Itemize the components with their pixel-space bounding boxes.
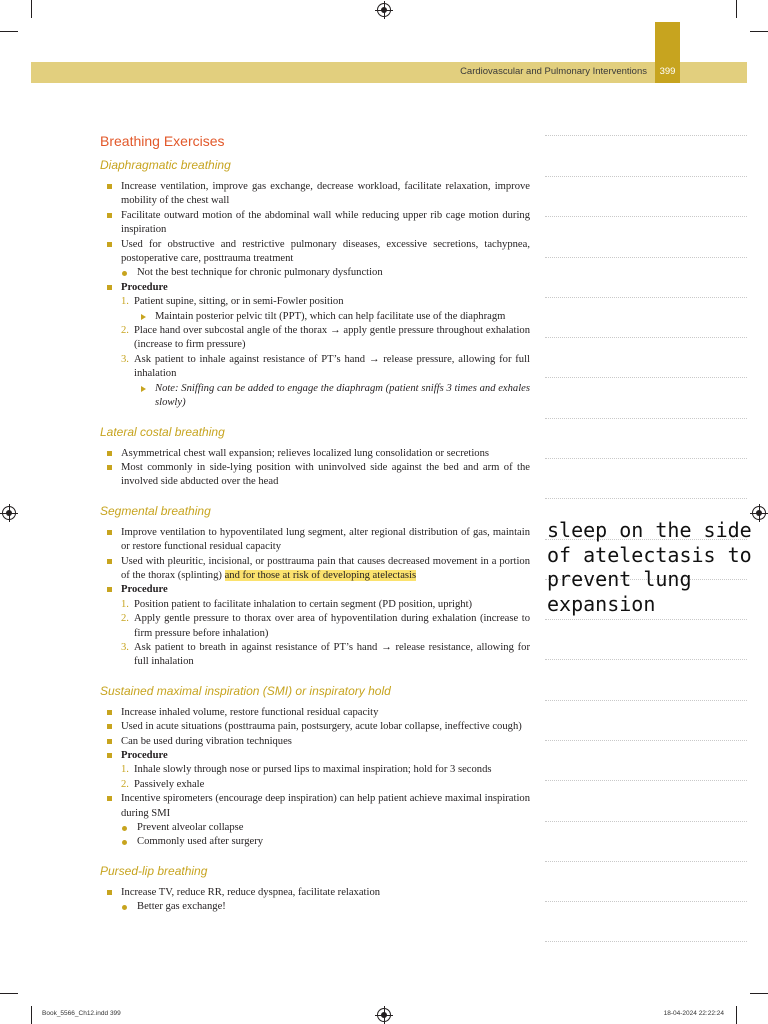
list-item: Increase ventilation, improve gas exchange, decrease workload, facilitate relaxation, improve mobility of the chest wall <box>100 180 530 209</box>
list-item: Incentive spirometers (encourage deep inspiration) can help patient achieve maximal inspiration during SMI <box>100 792 530 821</box>
step-text: Ask patient to inhale against resistance of PT’s hand → release pressure, allowing for full inhalation <box>134 353 530 380</box>
subsection-title: Segmental breathing <box>100 503 211 518</box>
step-number: 1. <box>121 296 129 308</box>
crop-mark <box>750 31 768 32</box>
step-number: 2. <box>121 778 129 790</box>
list-item: Not the best technique for chronic pulmonary dysfunction <box>100 266 530 280</box>
step-number: 1. <box>121 598 129 610</box>
procedure-step <box>100 295 530 309</box>
step-text: Passively exhale <box>134 778 205 790</box>
list-item: Improve ventilation to hypoventilated lung segment, alter regional distribution of gas, maintain or restore functional residual capacity <box>100 526 530 555</box>
step-number: 1. <box>121 764 129 776</box>
subsection-title: Pursed-lip breathing <box>100 863 208 878</box>
subsection-title: Lateral costal breathing <box>100 424 225 439</box>
procedure-step <box>100 763 530 777</box>
step-text: Inhale slowly through nose or pursed lips to maximal inspiration; hold for 3 seconds <box>134 764 492 776</box>
procedure-step <box>100 353 530 382</box>
crop-mark <box>0 31 18 32</box>
step-number: 3. <box>121 641 129 653</box>
crop-mark <box>31 0 32 18</box>
crop-mark <box>736 1006 737 1024</box>
margin-annotation: sleep on the side of atelectasis to prevent lung expansion <box>547 518 752 616</box>
slug-datetime: 18-04-2024 22:22:24 <box>663 1010 724 1017</box>
lateral-costal-section <box>100 424 530 490</box>
crop-mark <box>750 993 768 994</box>
smi-section <box>100 683 530 850</box>
list-item: Most commonly in side-lying position with uninvolved side against the bed and arm of the involved side abducted over the head <box>100 461 530 490</box>
procedure-step <box>100 598 530 612</box>
main-content <box>100 132 530 928</box>
crop-mark <box>0 993 18 994</box>
subsection-title: Diaphragmatic breathing <box>100 158 231 172</box>
highlighted-text: and for those at risk of developing atelectasis <box>224 569 417 581</box>
crop-mark <box>31 1006 32 1024</box>
list-item: Better gas exchange! <box>100 900 530 914</box>
procedure-label: Procedure <box>100 281 530 295</box>
procedure-step <box>100 778 530 792</box>
list-item: Can be used during vibration techniques <box>100 735 530 749</box>
procedure-label: Procedure <box>100 583 530 597</box>
step-text: Ask patient to breath in against resistance of PT’s hand → release resistance, allowing for full inhalation <box>134 641 530 668</box>
step-number: 2. <box>121 613 129 625</box>
list-item: Commonly used after surgery <box>100 835 530 849</box>
step-text: Place hand over subcostal angle of the thorax → apply gentle pressure throughout exhalation (increase to firm pressure) <box>134 325 530 351</box>
segmental-section <box>100 503 530 670</box>
list-item: Maintain posterior pelvic tilt (PPT), which can help facilitate use of the diaphragm <box>100 310 530 324</box>
list-item: Asymmetrical chest wall expansion; relieves localized lung consolidation or secretions <box>100 447 530 461</box>
section-title: Breathing Exercises <box>100 133 225 149</box>
note-item: Note: Sniffing can be added to engage the diaphragm (patient sniffs 3 times and exhales slowly) <box>100 382 530 411</box>
step-text: Position patient to facilitate inhalation to certain segment (PD position, upright) <box>134 598 473 610</box>
step-text: Apply gentle pressure to thorax over area of hypoventilation during exhalation (increase to firm pressure before inhalation) <box>134 613 530 639</box>
subsection-title: Sustained maximal inspiration (SMI) or inspiratory hold <box>100 683 391 698</box>
step-number: 2. <box>121 325 129 337</box>
diaphragmatic-section <box>100 157 530 411</box>
procedure-label: Procedure <box>100 749 530 763</box>
registration-mark-icon <box>377 1008 391 1022</box>
list-item: Prevent alveolar collapse <box>100 821 530 835</box>
procedure-step <box>100 324 530 353</box>
procedure-step <box>100 641 530 670</box>
running-head: Cardiovascular and Pulmonary Interventions <box>460 66 647 77</box>
list-item: Increase TV, reduce RR, reduce dyspnea, facilitate relaxation <box>100 886 530 900</box>
list-item: Used in acute situations (posttrauma pain, postsurgery, acute lobar collapse, ineffective cough) <box>100 720 530 734</box>
registration-mark-icon <box>377 3 391 17</box>
registration-mark-icon <box>2 506 16 520</box>
crop-mark <box>736 0 737 18</box>
procedure-step <box>100 612 530 641</box>
pursed-lip-section <box>100 863 530 915</box>
slug-file: Book_5566_Ch12.indd 399 <box>42 1010 121 1017</box>
step-text: Patient supine, sitting, or in semi-Fowler position <box>134 296 344 308</box>
list-item: Facilitate outward motion of the abdominal wall while reducing upper rib cage motion during inspiration <box>100 209 530 238</box>
step-number: 3. <box>121 353 129 365</box>
list-item: Used for obstructive and restrictive pulmonary diseases, excessive secretions, tachypnea, postoperative care, posttrauma treatment <box>100 238 530 267</box>
list-item: Increase inhaled volume, restore functional residual capacity <box>100 706 530 720</box>
page-number: 399 <box>659 66 676 77</box>
list-item <box>100 555 530 584</box>
list-item-text: Used with pleuritic, incisional, or posttrauma pain that causes decreased movement in a portion of the thorax (splinting) <box>121 555 530 581</box>
